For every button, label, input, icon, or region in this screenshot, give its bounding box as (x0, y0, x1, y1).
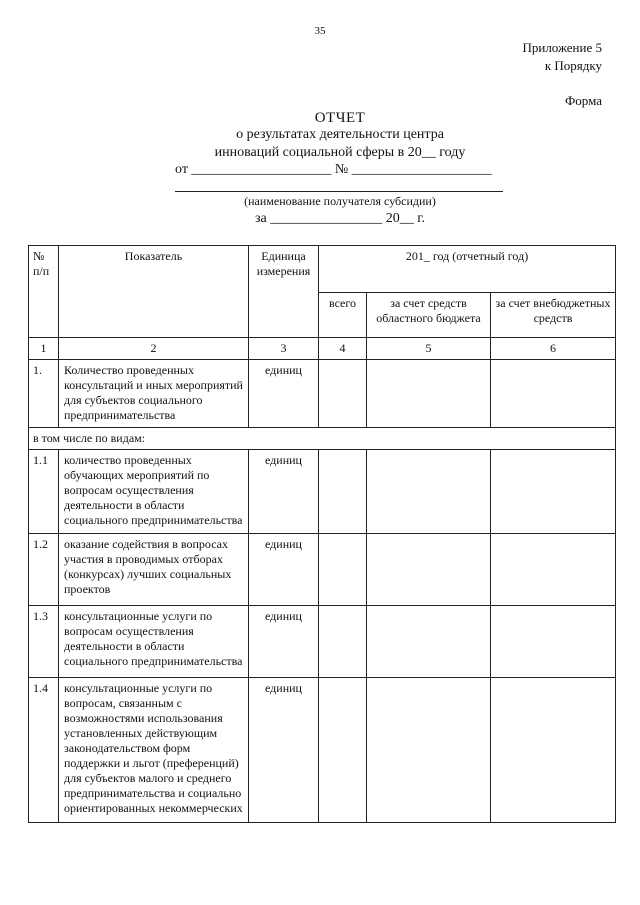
cell-total[interactable] (319, 450, 367, 534)
cell-offbudget[interactable] (491, 534, 616, 606)
col-number: 2 (59, 338, 249, 360)
row-indicator: количество проведенных обучающих мероприятий по вопросам осуществления деятельности в области социального предпринимательства (59, 450, 249, 534)
row-unit: единиц (249, 678, 319, 823)
row-num: 1.2 (29, 534, 59, 606)
row-indicator: оказание содействия в вопросах участия в проводимых отборах (конкурсах) лучших социальных проектов (59, 534, 249, 606)
table-row (29, 606, 616, 678)
header-regional: за счет средств областного бюджета (367, 293, 491, 338)
header-num: № п/п (29, 246, 59, 338)
appendix-line1: Приложение 5 (522, 40, 602, 55)
col-number: 3 (249, 338, 319, 360)
cell-regional[interactable] (367, 678, 491, 823)
col-number: 5 (367, 338, 491, 360)
report-table (28, 245, 616, 823)
cell-offbudget[interactable] (491, 450, 616, 534)
section-label: в том числе по видам: (29, 428, 616, 450)
col-number: 4 (319, 338, 367, 360)
col-number: 1 (29, 338, 59, 360)
row-unit: единиц (249, 534, 319, 606)
cell-total[interactable] (319, 360, 367, 428)
cell-regional[interactable] (367, 534, 491, 606)
cell-regional[interactable] (367, 450, 491, 534)
header-total: всего (319, 293, 367, 338)
cell-total[interactable] (319, 678, 367, 823)
col-number: 6 (491, 338, 616, 360)
row-indicator: консультационные услуги по вопросам, связанным с возможностями использования установленных действующим законодательством форм поддержки и льгот (преференций) для субъектов малого и среднего предпринимательства и социально ориентированных некоммерческих (59, 678, 249, 823)
row-num: 1.4 (29, 678, 59, 823)
table-row (29, 450, 616, 534)
header-offbudget: за счет внебюджетных средств (491, 293, 616, 338)
appendix-line2: к Порядку (544, 58, 602, 73)
row-unit: единиц (249, 360, 319, 428)
section-row (29, 428, 616, 450)
row-indicator: Количество проведенных консультаций и иных мероприятий для субъектов социального предпринимательства (59, 360, 249, 428)
document-title: ОТЧЕТ (314, 110, 366, 126)
cell-regional[interactable] (367, 360, 491, 428)
cell-total[interactable] (319, 606, 367, 678)
row-num: 1.3 (29, 606, 59, 678)
recipient-underline (175, 191, 503, 192)
cell-total[interactable] (319, 534, 367, 606)
table-header-row (29, 246, 616, 293)
header-unit: Единица измерения (249, 246, 319, 338)
cell-regional[interactable] (367, 606, 491, 678)
period-line: за ________________ 20__ г. (255, 211, 425, 226)
page-number: 35 (314, 25, 326, 37)
header-indicator: Показатель (59, 246, 249, 338)
row-unit: единиц (249, 606, 319, 678)
row-indicator: консультационные услуги по вопросам осуществления деятельности в области социального предпринимательства (59, 606, 249, 678)
date-number-line: от ____________________ № ____________________ (175, 162, 492, 177)
table-row (29, 678, 616, 823)
form-label: Форма (565, 93, 602, 108)
cell-offbudget[interactable] (491, 606, 616, 678)
cell-offbudget[interactable] (491, 360, 616, 428)
row-num: 1.1 (29, 450, 59, 534)
table-row (29, 360, 616, 428)
column-number-row (29, 338, 616, 360)
header-year: 201_ год (отчетный год) (319, 246, 616, 293)
row-unit: единиц (249, 450, 319, 534)
recipient-caption: (наименование получателя субсидии) (244, 194, 436, 208)
row-num: 1. (29, 360, 59, 428)
subtitle-line2: инноваций социальной сферы в 20__ году (214, 145, 466, 160)
cell-offbudget[interactable] (491, 678, 616, 823)
table-row (29, 534, 616, 606)
subtitle-line1: о результатах деятельности центра (236, 127, 444, 142)
